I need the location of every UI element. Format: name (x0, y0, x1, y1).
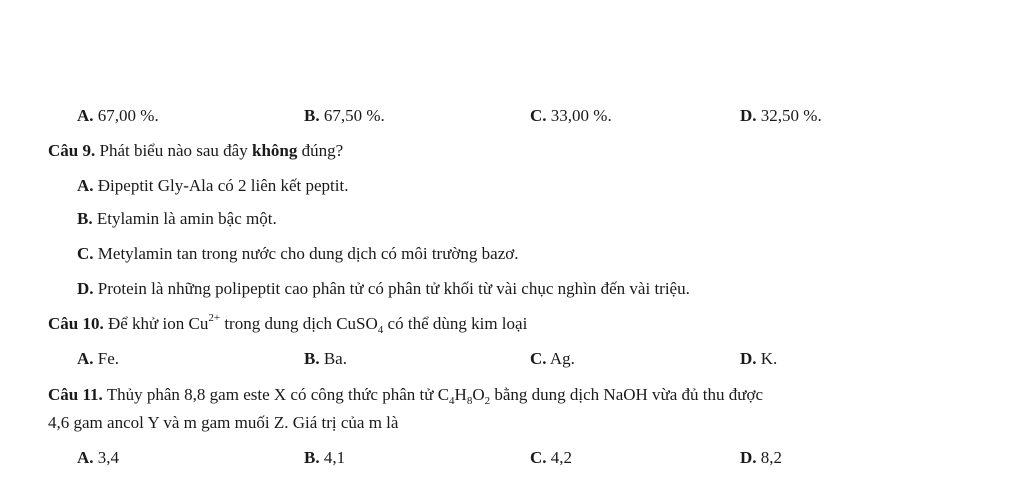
q9-option-d: D. Protein là những polipeptit cao phân tử có phân tử khối từ vài chục nghìn đến vài triệu. (77, 279, 690, 298)
q11-option-c: C. 4,2 (530, 448, 573, 467)
q8-option-a: A. 67,00 %. (77, 106, 159, 125)
q8-option-d: D. 32,50 %. (740, 106, 822, 125)
q9-stem: Câu 9. Phát biểu nào sau đây không đúng? (48, 141, 344, 160)
q8-option-c: C. 33,00 %. (530, 106, 612, 125)
q11-option-a: A. 3,4 (77, 448, 120, 467)
q10-option-d: D. K. (740, 349, 778, 368)
q10-option-c: C. Ag. (530, 349, 575, 368)
q10-stem: Câu 10. Để khử ion $Cu^{2+}$ trong dung dịch CuSO$_4$ có thể dùng kim loại (48, 312, 528, 336)
q10-option-b: B. Ba. (304, 349, 347, 368)
q11-stem-line-1: Câu 11. Thủy phân 8,8 gam este X có công thức phân tử $C_4H_8O_2$ bằng dung dịch NaOH vừa đủ thu được (48, 385, 764, 407)
q8-option-b: B. 67,50 %. (304, 106, 385, 125)
q10-option-a: A. Fe. (77, 349, 120, 368)
q11-option-b: B. 4,1 (304, 448, 346, 467)
q11-stem-line-2: 4,6 gam ancol Y và m gam muối Z. Giá trị của m là (48, 413, 399, 432)
q9-option-c: C. Metylamin tan trong nước cho dung dịch có môi trường bazơ. (77, 244, 519, 263)
q9-option-b: B. Etylamin là amin bậc một. (77, 209, 277, 228)
q11-option-d: D. 8,2 (740, 448, 783, 467)
q9-option-a: A. Đipeptit Gly-Ala có 2 liên kết peptit. (77, 176, 349, 195)
